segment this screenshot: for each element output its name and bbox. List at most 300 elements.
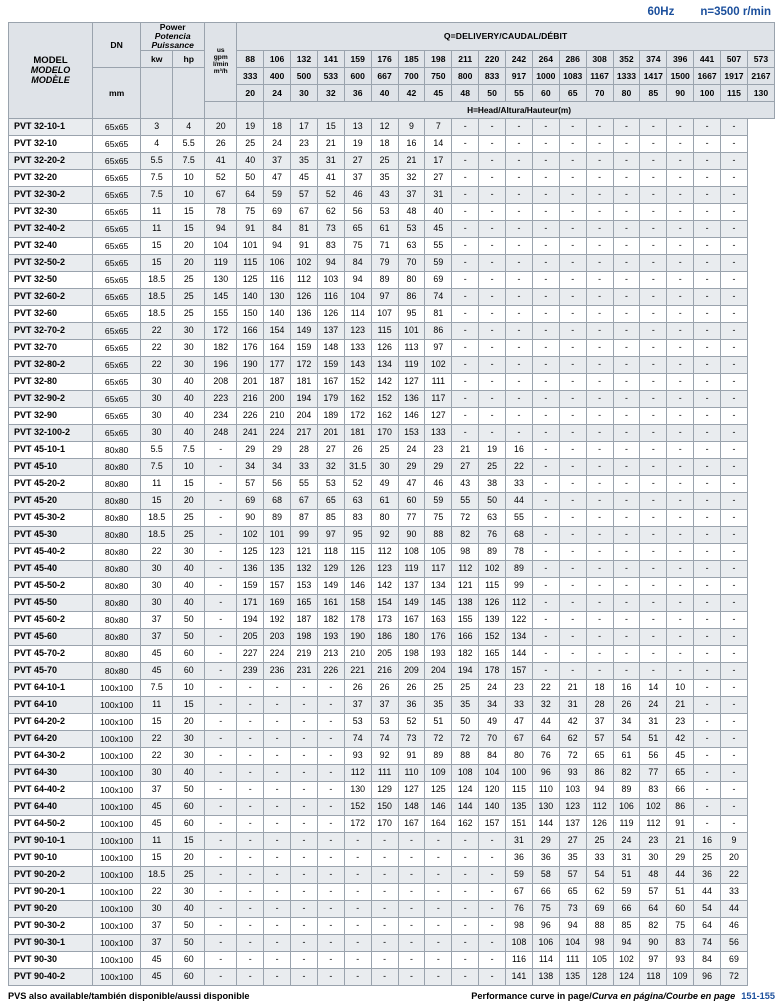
cell-head: 23: [506, 680, 533, 697]
cell-head: 75: [532, 901, 559, 918]
cell-head: 181: [344, 425, 371, 442]
cell-power-hp: 7.5: [173, 442, 205, 459]
cell-head: 22: [532, 680, 559, 697]
table-row[interactable]: [9, 493, 775, 510]
cell-head: 34: [264, 459, 291, 476]
cell-head: -: [205, 748, 237, 765]
cell-model: PVT 32-70: [9, 340, 93, 357]
cell-head: -: [694, 714, 721, 731]
cell-head: 37: [398, 187, 425, 204]
cell-head: -: [667, 136, 694, 153]
table-row[interactable]: [9, 357, 775, 374]
table-row[interactable]: [9, 867, 775, 884]
cell-head: 45: [667, 748, 694, 765]
table-row[interactable]: [9, 527, 775, 544]
cell-head: 89: [613, 782, 640, 799]
table-row[interactable]: [9, 272, 775, 289]
cell-dn: 80x80: [93, 663, 141, 680]
cell-head: 42: [559, 714, 586, 731]
cell-head: 117: [425, 391, 452, 408]
power-unit-hp: hp: [173, 51, 205, 68]
table-row[interactable]: [9, 731, 775, 748]
cell-power-hp: 60: [173, 646, 205, 663]
cell-head: 85: [613, 918, 640, 935]
cell-head: 94: [344, 272, 371, 289]
cell-head: -: [613, 153, 640, 170]
cell-head: 17: [291, 119, 318, 136]
cell-head: -: [721, 544, 748, 561]
table-row[interactable]: [9, 476, 775, 493]
cell-dn: 80x80: [93, 646, 141, 663]
cell-head: 169: [264, 595, 291, 612]
cell-head: -: [640, 629, 667, 646]
cell-head: -: [479, 221, 506, 238]
table-row[interactable]: [9, 374, 775, 391]
cell-head: 64: [694, 918, 721, 935]
table-row[interactable]: [9, 153, 775, 170]
cell-head: -: [532, 323, 559, 340]
cell-head: 92: [371, 527, 398, 544]
cell-head: -: [694, 578, 721, 595]
cell-dn: 80x80: [93, 442, 141, 459]
cell-head: -: [694, 765, 721, 782]
table-row[interactable]: [9, 833, 775, 850]
cell-head: 141: [506, 969, 533, 986]
cell-head: 31: [506, 833, 533, 850]
cell-head: 90: [640, 935, 667, 952]
cell-head: 166: [452, 629, 479, 646]
table-row[interactable]: [9, 646, 775, 663]
cell-head: 129: [317, 561, 344, 578]
cell-head: 231: [291, 663, 318, 680]
cell-head: -: [694, 170, 721, 187]
cell-head: -: [532, 612, 559, 629]
cell-head: -: [667, 629, 694, 646]
cell-model: PVT 90-30-2: [9, 918, 93, 935]
cell-dn: 80x80: [93, 578, 141, 595]
cell-power-hp: 60: [173, 969, 205, 986]
cell-head: 155: [205, 306, 237, 323]
table-row[interactable]: [9, 561, 775, 578]
cell-head: 190: [237, 357, 264, 374]
table-row[interactable]: [9, 323, 775, 340]
cell-head: 74: [425, 289, 452, 306]
table-row[interactable]: [9, 255, 775, 272]
cell-head: -: [264, 748, 291, 765]
pump-performance-table: [8, 22, 775, 986]
flow-lmin-6: 700: [398, 68, 425, 85]
table-row[interactable]: [9, 901, 775, 918]
flow-m3h-12: 65: [559, 85, 586, 102]
cell-head: -: [586, 459, 613, 476]
table-row[interactable]: [9, 408, 775, 425]
cell-head: 41: [317, 170, 344, 187]
cell-head: 136: [291, 306, 318, 323]
cell-head: -: [559, 612, 586, 629]
cell-dn: 100x100: [93, 901, 141, 918]
table-row[interactable]: [9, 697, 775, 714]
table-row[interactable]: [9, 238, 775, 255]
cell-head: -: [721, 459, 748, 476]
cell-head: 80: [371, 510, 398, 527]
cell-head: -: [264, 799, 291, 816]
cell-head: -: [479, 833, 506, 850]
cell-head: 44: [532, 714, 559, 731]
cell-head: -: [264, 731, 291, 748]
cell-dn: 65x65: [93, 374, 141, 391]
cell-head: 234: [205, 408, 237, 425]
table-row[interactable]: [9, 595, 775, 612]
cell-model: PVT 32-50-2: [9, 255, 93, 272]
flow-lmin-11: 1000: [532, 68, 559, 85]
flow-lmin-16: 1500: [667, 68, 694, 85]
cell-head: 239: [237, 663, 264, 680]
cell-head: 77: [640, 765, 667, 782]
cell-head: 37: [344, 170, 371, 187]
cell-head: -: [721, 646, 748, 663]
cell-head: -: [205, 595, 237, 612]
flow-m3h-0: 20: [237, 85, 264, 102]
cell-power-hp: 15: [173, 221, 205, 238]
power-unit-hp-spacer: [173, 68, 205, 119]
cell-power-kw: 15: [141, 850, 173, 867]
cell-head: 29: [667, 850, 694, 867]
cell-head: 127: [398, 374, 425, 391]
cell-head: -: [291, 901, 318, 918]
cell-dn: 80x80: [93, 493, 141, 510]
cell-dn: 100x100: [93, 816, 141, 833]
cell-head: 50: [452, 714, 479, 731]
cell-head: 135: [559, 969, 586, 986]
cell-head: 192: [264, 612, 291, 629]
table-row[interactable]: [9, 119, 775, 136]
flow-lmin-3: 533: [317, 68, 344, 85]
cell-head: 170: [371, 816, 398, 833]
cell-head: -: [694, 153, 721, 170]
cell-head: 172: [205, 323, 237, 340]
cell-head: -: [667, 578, 694, 595]
cell-head: -: [452, 204, 479, 221]
cell-head: 159: [317, 357, 344, 374]
cell-head: 140: [264, 306, 291, 323]
table-row[interactable]: [9, 204, 775, 221]
cell-head: 7: [425, 119, 452, 136]
table-row[interactable]: [9, 748, 775, 765]
cell-head: 14: [640, 680, 667, 697]
cell-head: 72: [559, 748, 586, 765]
cell-power-kw: 7.5: [141, 187, 173, 204]
table-row[interactable]: [9, 510, 775, 527]
cell-head: -: [205, 867, 237, 884]
cell-head: -: [640, 476, 667, 493]
cell-power-kw: 37: [141, 612, 173, 629]
cell-model: PVT 45-10-1: [9, 442, 93, 459]
cell-head: -: [452, 289, 479, 306]
table-row[interactable]: [9, 187, 775, 204]
cell-head: -: [721, 748, 748, 765]
table-row[interactable]: [9, 289, 775, 306]
cell-head: 177: [264, 357, 291, 374]
flow-m3h-14: 80: [613, 85, 640, 102]
cell-head: 97: [317, 527, 344, 544]
cell-head: -: [532, 544, 559, 561]
cell-head: 63: [398, 238, 425, 255]
cell-head: 219: [291, 646, 318, 663]
cell-head: -: [667, 170, 694, 187]
cell-head: 217: [291, 425, 318, 442]
cell-head: -: [613, 544, 640, 561]
cell-head: 84: [344, 255, 371, 272]
cell-model: PVT 90-30-1: [9, 935, 93, 952]
cell-head: 16: [613, 680, 640, 697]
cell-head: 140: [237, 289, 264, 306]
table-row[interactable]: [9, 442, 775, 459]
cell-power-hp: 15: [173, 204, 205, 221]
cell-head: -: [205, 476, 237, 493]
cell-head: 165: [291, 595, 318, 612]
table-row[interactable]: [9, 459, 775, 476]
cell-head: 56: [640, 748, 667, 765]
cell-head: -: [237, 918, 264, 935]
cell-head: -: [479, 952, 506, 969]
cell-head: -: [667, 612, 694, 629]
cell-head: 20: [721, 850, 748, 867]
cell-head: 102: [291, 255, 318, 272]
cell-head: 143: [344, 357, 371, 374]
table-row[interactable]: [9, 544, 775, 561]
cell-head: 145: [205, 289, 237, 306]
cell-head: -: [640, 459, 667, 476]
table-row[interactable]: [9, 578, 775, 595]
cell-dn: 80x80: [93, 510, 141, 527]
cell-head: -: [237, 748, 264, 765]
cell-head: 194: [291, 391, 318, 408]
cell-head: -: [479, 153, 506, 170]
flow-gpm-5: 176: [371, 51, 398, 68]
table-row[interactable]: [9, 340, 775, 357]
table-row[interactable]: [9, 680, 775, 697]
cell-head: -: [613, 561, 640, 578]
cell-head: 59: [425, 255, 452, 272]
cell-head: -: [317, 765, 344, 782]
cell-head: 179: [317, 391, 344, 408]
cell-power-kw: 30: [141, 578, 173, 595]
cell-head: 54: [613, 731, 640, 748]
cell-head: -: [721, 442, 748, 459]
table-row[interactable]: [9, 935, 775, 952]
cell-head: 71: [371, 238, 398, 255]
cell-head: -: [344, 969, 371, 986]
cell-head: 82: [640, 918, 667, 935]
cell-head: -: [237, 697, 264, 714]
cell-model: PVT 90-40-2: [9, 969, 93, 986]
cell-head: -: [205, 799, 237, 816]
cell-head: 157: [479, 816, 506, 833]
cell-head: 134: [425, 578, 452, 595]
cell-head: 94: [613, 935, 640, 952]
cell-model: PVT 32-60: [9, 306, 93, 323]
cell-model: PVT 64-10: [9, 697, 93, 714]
cell-head: -: [371, 867, 398, 884]
cell-head: 140: [479, 799, 506, 816]
cell-head: 119: [613, 816, 640, 833]
cell-dn: 65x65: [93, 391, 141, 408]
cell-head: -: [640, 408, 667, 425]
table-row[interactable]: [9, 391, 775, 408]
cell-head: -: [721, 238, 748, 255]
cell-head: 224: [264, 646, 291, 663]
table-row[interactable]: [9, 663, 775, 680]
cell-head: -: [317, 918, 344, 935]
cell-head: 101: [264, 527, 291, 544]
cell-head: 25: [479, 459, 506, 476]
cell-head: 40: [425, 204, 452, 221]
cell-head: 50: [237, 170, 264, 187]
cell-head: -: [721, 476, 748, 493]
table-row[interactable]: [9, 612, 775, 629]
cell-head: -: [613, 459, 640, 476]
cell-head: 44: [694, 884, 721, 901]
cell-head: -: [721, 578, 748, 595]
table-row[interactable]: [9, 816, 775, 833]
table-row[interactable]: [9, 952, 775, 969]
flow-lmin-8: 800: [452, 68, 479, 85]
cell-head: 51: [425, 714, 452, 731]
cell-head: 15: [317, 119, 344, 136]
cell-head: 134: [371, 357, 398, 374]
cell-head: -: [694, 731, 721, 748]
table-row[interactable]: [9, 714, 775, 731]
cell-head: -: [506, 272, 533, 289]
cell-head: 97: [371, 289, 398, 306]
table-row[interactable]: [9, 765, 775, 782]
cell-head: -: [613, 629, 640, 646]
cell-head: -: [667, 289, 694, 306]
table-row[interactable]: [9, 799, 775, 816]
cell-head: 165: [479, 646, 506, 663]
cell-head: 111: [559, 952, 586, 969]
cell-head: -: [291, 850, 318, 867]
table-row[interactable]: [9, 136, 775, 153]
cell-head: 48: [640, 867, 667, 884]
cell-head: -: [559, 595, 586, 612]
cell-head: 24: [398, 442, 425, 459]
spacer-h: [205, 102, 237, 119]
cell-head: 83: [640, 782, 667, 799]
table-row[interactable]: [9, 629, 775, 646]
cell-head: -: [721, 629, 748, 646]
cell-head: -: [721, 510, 748, 527]
cell-head: -: [479, 238, 506, 255]
cell-head: 65: [667, 765, 694, 782]
cell-head: 95: [398, 306, 425, 323]
cell-head: 67: [205, 187, 237, 204]
cell-head: -: [667, 204, 694, 221]
footer-page-ref[interactable]: 151-155: [741, 991, 775, 1001]
cell-head: -: [640, 272, 667, 289]
cell-head: 118: [640, 969, 667, 986]
cell-power-kw: 22: [141, 357, 173, 374]
cell-head: 24: [264, 136, 291, 153]
cell-head: 209: [398, 663, 425, 680]
cell-power-kw: 45: [141, 969, 173, 986]
cell-head: -: [264, 952, 291, 969]
cell-head: 26: [344, 680, 371, 697]
cell-power-hp: 25: [173, 272, 205, 289]
cell-head: 96: [532, 765, 559, 782]
cell-head: 56: [721, 935, 748, 952]
table-row[interactable]: [9, 306, 775, 323]
table-row[interactable]: [9, 884, 775, 901]
cell-head: 21: [559, 680, 586, 697]
cell-head: -: [667, 425, 694, 442]
header-row-1: [9, 23, 775, 51]
cell-head: -: [694, 680, 721, 697]
cell-head: -: [667, 374, 694, 391]
cell-power-hp: 40: [173, 561, 205, 578]
table-row[interactable]: [9, 425, 775, 442]
cell-head: -: [559, 255, 586, 272]
table-row[interactable]: [9, 850, 775, 867]
cell-head: -: [694, 527, 721, 544]
cell-head: -: [640, 595, 667, 612]
cell-head: 136: [237, 561, 264, 578]
cell-head: -: [532, 357, 559, 374]
cell-head: 92: [371, 748, 398, 765]
cell-head: 226: [237, 408, 264, 425]
cell-head: 205: [237, 629, 264, 646]
flow-gpm-4: 159: [344, 51, 371, 68]
cell-model: PVT 32-80: [9, 374, 93, 391]
cell-head: -: [506, 238, 533, 255]
cell-head: -: [721, 799, 748, 816]
cell-head: 167: [398, 612, 425, 629]
cell-head: -: [425, 833, 452, 850]
cell-head: 162: [452, 816, 479, 833]
table-row[interactable]: [9, 782, 775, 799]
cell-dn: 100x100: [93, 935, 141, 952]
cell-dn: 65x65: [93, 425, 141, 442]
cell-head: -: [640, 612, 667, 629]
cell-head: -: [205, 459, 237, 476]
cell-power-hp: 40: [173, 374, 205, 391]
cell-head: -: [264, 816, 291, 833]
table-row[interactable]: [9, 221, 775, 238]
cell-head: 128: [586, 969, 613, 986]
table-row[interactable]: [9, 969, 775, 986]
cell-head: 33: [506, 697, 533, 714]
cell-head: -: [398, 952, 425, 969]
table-row[interactable]: [9, 918, 775, 935]
cell-head: 18: [371, 136, 398, 153]
cell-head: -: [586, 391, 613, 408]
cell-dn: 80x80: [93, 561, 141, 578]
cell-head: 133: [425, 425, 452, 442]
cell-head: -: [613, 374, 640, 391]
cell-power-kw: 22: [141, 544, 173, 561]
cell-head: 130: [205, 272, 237, 289]
cell-head: 166: [237, 323, 264, 340]
cell-head: -: [532, 663, 559, 680]
table-row[interactable]: [9, 170, 775, 187]
cell-head: -: [398, 969, 425, 986]
cell-head: 36: [694, 867, 721, 884]
cell-head: 216: [237, 391, 264, 408]
cell-head: -: [506, 374, 533, 391]
cell-head: 97: [425, 340, 452, 357]
cell-head: 68: [506, 527, 533, 544]
cell-head: 144: [452, 799, 479, 816]
